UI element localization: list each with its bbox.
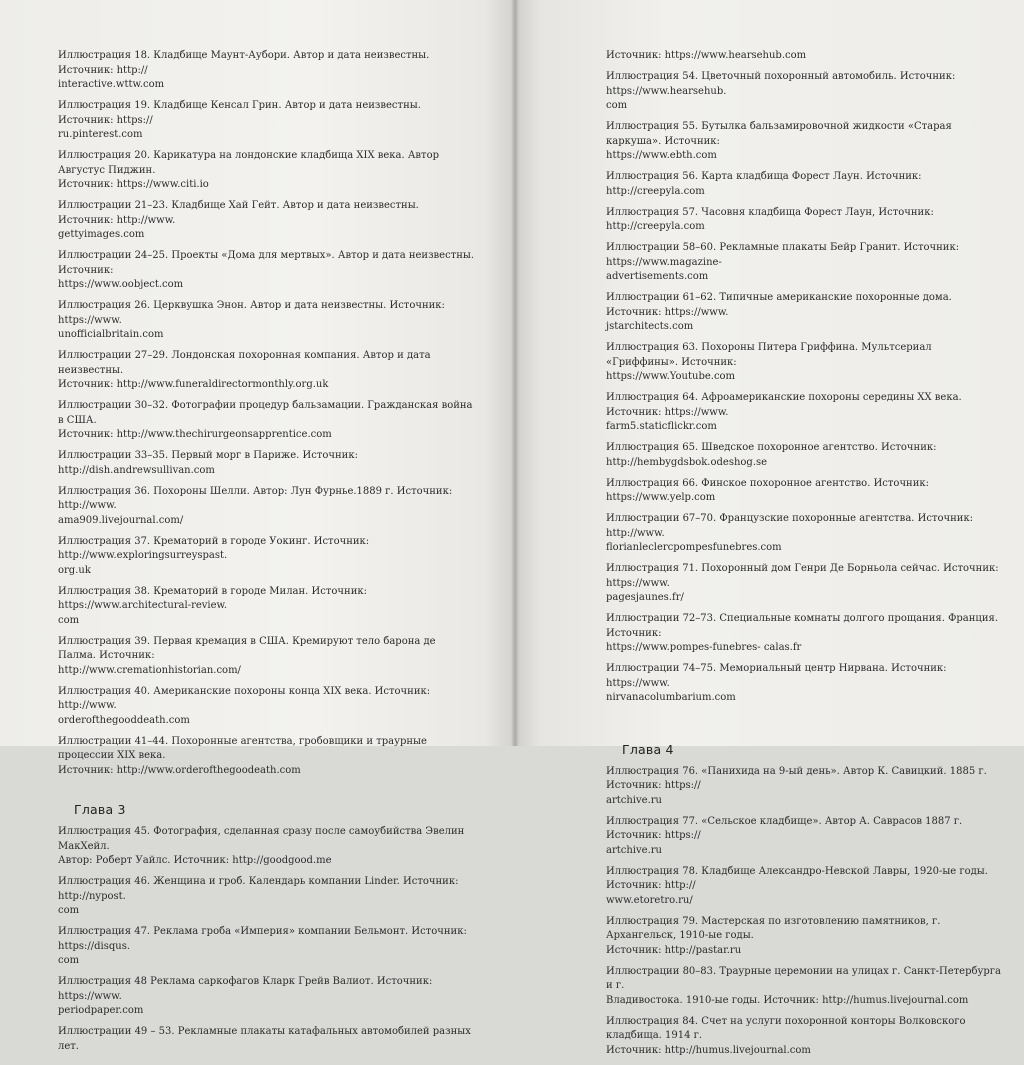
illustration-entry: Иллюстрация 18. Кладбище Маунт-Аубори. Автор и дата неизвестны. Источник: http:// interactive.wttw.com <box>58 50 430 90</box>
right-illustration-list <box>606 49 1001 1065</box>
illustration-entry: Иллюстрации 27–29. Лондонская похоронная компания. Автор и дата неизвестны. Источник: http://www.funeraldirectormonthly.org.uk <box>58 350 431 390</box>
illustration-entry: Иллюстрация 63. Похороны Питера Гриффина. Мультсериал «Гриффины». Источник: https://www.Youtube.com <box>606 342 932 382</box>
illustration-entry: Иллюстрация 76. «Панихида на 9-ый день». Автор К. Савицкий. 1885 г. Источник: https:// artchive.ru <box>606 765 987 806</box>
illustration-entry: Иллюстрация 57. Часовня кладбища Форест Лаун, Источник: http://creepyla.com <box>606 206 934 232</box>
illustration-entry: Иллюстрация 19. Кладбище Кенсал Грин. Автор и дата неизвестны. Источник: https:// ru.pinterest.com <box>58 100 421 140</box>
book-gutter-shadow <box>511 0 519 746</box>
illustration-entry: Иллюстрации 58–60. Рекламные плакаты Бейр Гранит. Источник: https://www.magazine- advertisements.com <box>606 242 960 282</box>
illustration-entry: Иллюстрация 71. Похоронный дом Генри Де Борньола сейчас. Источник: https://www. pagesjaunes.fr/ <box>606 563 999 603</box>
illustration-entry: Иллюстрация 64. Афроамериканские похороны середины XX века. Источник: https://www. farm5.staticflickr.com <box>606 392 962 432</box>
illustration-entry: Иллюстрация 54. Цветочный похоронный автомобиль. Источник: https://www.hearsehub. com <box>606 71 956 111</box>
illustration-entry: Иллюстрация 47. Реклама гроба «Империя» компании Бельмонт. Источник: https://disqus. com <box>58 926 467 966</box>
chapter-4-heading: Глава 4 <box>622 741 674 757</box>
illustration-entry: Иллюстрация 37. Крематорий в городе Уокинг. Источник: http://www.exploringsurreyspast. org.uk <box>58 535 370 576</box>
illustration-entry: Иллюстрации 67–70. Французские похоронные агентства. Источник: http://www. florianleclercpompesfunebres.com <box>606 513 974 553</box>
illustration-entry: Иллюстрации 21–23. Кладбище Хай Гейт. Автор и дата неизвестны. Источник: http://www. gettyimages.com <box>58 200 419 240</box>
illustration-entry: Иллюстрация 65. Шведское похоронное агентство. Источник: http://hembygdsbok.odeshog.se <box>606 442 937 468</box>
illustration-entry: Иллюстрация 66. Финское похоронное агентство. Источник: https://www.yelp.com <box>606 477 929 503</box>
illustration-entry: Иллюстрации 30–32. Фотографии процедур бальзамации. Гражданская война в США. Источник: http://www.thechirurgeonsapprentice.com <box>58 400 473 440</box>
illustration-entry: Иллюстрация 46. Женщина и гроб. Календарь компании Linder. Источник: http://nypost. com <box>58 876 459 916</box>
right-entries-before <box>606 49 1001 706</box>
illustration-entry: Иллюстрации 80–83. Траурные церемонии на улицах г. Санкт-Петербурга и г. Владивостока. 1910-ые годы. Источник: http://humus.livejournal.com <box>606 965 1002 1006</box>
illustration-entry: Иллюстрации 33–35. Первый морг в Париже. Источник: http://dish.andrewsullivan.com <box>58 450 358 476</box>
left-entries-before <box>58 49 476 778</box>
illustration-entry: Иллюстрация 40. Американские похороны конца XIX века. Источник: http://www. orderofthegooddeath.com <box>58 685 431 726</box>
illustration-entry: Иллюстрация 45. Фотография, сделанная сразу после самоубийства Эвелин МакХейл. Автор: Роберт Уайлс. Источник: http://goodgood.me <box>58 826 465 866</box>
left-entries-after <box>58 825 476 1054</box>
illustration-entry: Иллюстрация 77. «Сельское кладбище». Автор А. Саврасов 1887 г. Источник: https:// artchive.ru <box>606 815 963 856</box>
illustration-entry: Иллюстрации 61–62. Типичные американские похоронные дома. Источник: https://www. jstarchitects.com <box>606 292 952 332</box>
illustration-entry: Иллюстрация 39. Первая кремация в США. Кремируют тело барона де Палма. Источник: http://www.cremationhistorian.com/ <box>58 635 436 676</box>
chapter-3-heading: Глава 3 <box>74 802 126 817</box>
illustration-entry: Иллюстрация 79. Мастерская по изготовлению памятников, г. Архангельск, 1910-ые годы. Источник: http://pastar.ru <box>606 915 941 956</box>
illustration-entry: Иллюстрация 56. Карта кладбища Форест Лаун. Источник: http://creepyla.com <box>606 171 922 197</box>
illustration-entry: Иллюстрации 49 – 53. Рекламные плакаты катафальных автомобилей разных лет. <box>58 1026 471 1052</box>
illustration-entry: Иллюстрация 48 Реклама саркофагов Кларк Грейв Валиот. Источник: https://www. periodpaper.com <box>58 976 433 1016</box>
illustration-entry: Иллюстрация 26. Церквушка Энон. Автор и дата неизвестны. Источник: https://www. unofficialbritain.com <box>58 300 445 340</box>
illustration-entry: Иллюстрации 74–75. Мемориальный центр Нирвана. Источник: https://www. nirvanacolumbarium.com <box>606 663 947 703</box>
illustration-entry: Иллюстрации 41–44. Похоронные агентства, гробовщики и траурные процессии XIX века. Источник: http://www.orderofthegoodeath.com <box>58 735 427 776</box>
illustration-entry: Иллюстрация 84. Счет на услуги похоронной конторы Волковского кладбища. 1914 г. Источник: http://humus.livejournal.com <box>606 1015 966 1056</box>
left-illustration-list <box>58 49 476 1061</box>
illustration-entry: Иллюстрация 55. Бутылка бальзамировочной жидкости «Старая каркуша». Источник: https://www.ebth.com <box>606 121 952 161</box>
left-page <box>0 0 515 1052</box>
illustration-entry: Иллюстрация 36. Похороны Шелли. Автор: Лун Фурнье.1889 г. Источник: http://www. ama909.livejournal.com/ <box>58 485 453 526</box>
illustration-entry: Иллюстрация 38. Крематорий в городе Милан. Источник: https://www.architectural-review. com <box>58 585 367 626</box>
illustration-entry: Иллюстрация 20. Карикатура на лондонские кладбища XIX века. Автор Августус Пиджин. Источник: https://www.citi.io <box>58 150 440 190</box>
illustration-entry: Источник: https://www.hearsehub.com <box>606 50 807 61</box>
illustration-entry: Иллюстрации 72–73. Специальные комнаты долгого прощания. Франция. Источник: https://www.pompes-funebres- calas.fr <box>606 613 999 653</box>
illustration-entry: Иллюстрация 78. Кладбище Александро-Невской Лавры, 1920-ые годы. Источник: http:// www.etoretro.ru/ <box>606 865 988 906</box>
illustration-entry: Иллюстрации 24–25. Проекты «Дома для мертвых». Автор и дата неизвестны. Источник: https://www.oobject.com <box>58 250 475 290</box>
right-entries-after <box>606 765 1001 1059</box>
